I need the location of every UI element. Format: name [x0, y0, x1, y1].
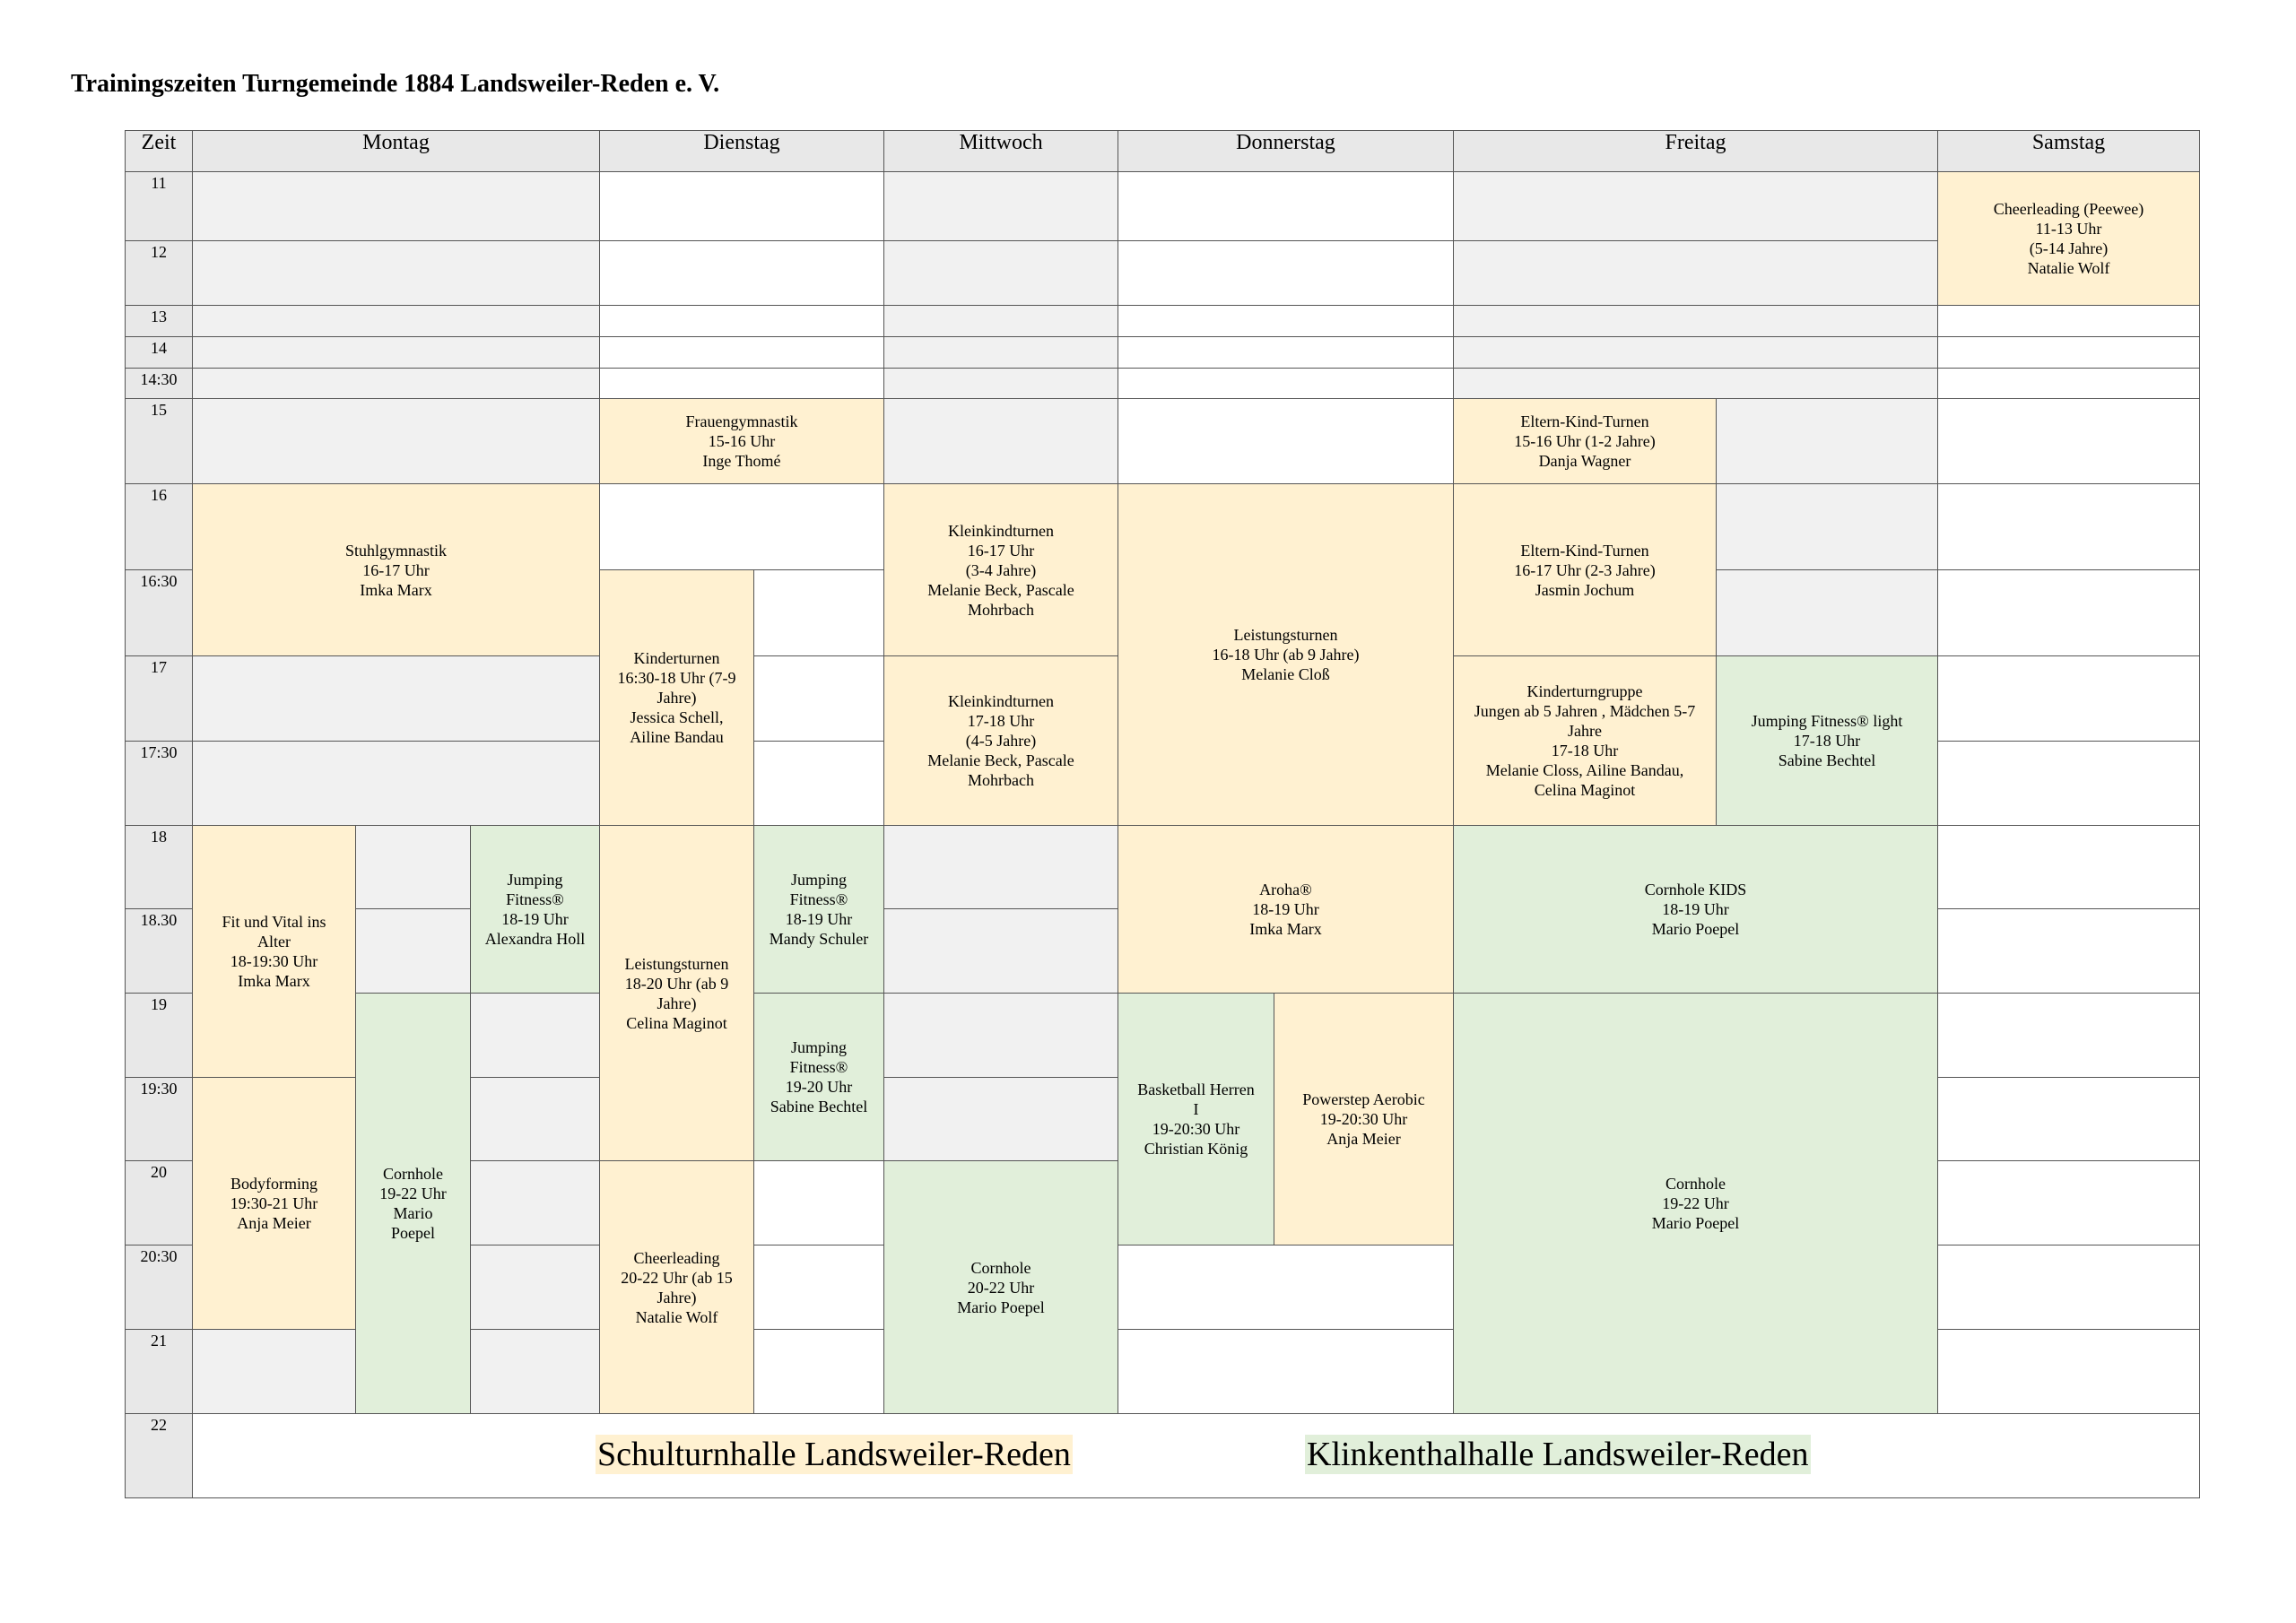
header-dienstag: Dienstag: [599, 130, 884, 172]
header-zeit: Zeit: [125, 130, 193, 172]
session-aroha: Aroha® 18-19 Uhr Imka Marx: [1118, 825, 1454, 994]
time-label: 13: [125, 305, 193, 337]
session-leistungsturnen-donnerstag: Leistungsturnen 16-18 Uhr (ab 9 Jahre) Melanie Cloß: [1118, 483, 1454, 826]
empty-slot: [1937, 398, 2200, 484]
empty-slot: [753, 1160, 884, 1245]
session-eltern-kind-turnen-1: Eltern-Kind-Turnen 15-16 Uhr (1-2 Jahre) Danja Wagner: [1453, 398, 1717, 484]
empty-slot: [1937, 368, 2200, 399]
session-kinderturngruppe: Kinderturngruppe Jungen ab 5 Jahren , Mädchen 5-7 Jahre 17-18 Uhr Melanie Closs, Ailine Bandau, Celina Maginot: [1453, 655, 1717, 826]
page-title: Trainingszeiten Turngemeinde 1884 Landsweiler-Reden e. V.: [71, 70, 720, 98]
header-mittwoch: Mittwoch: [883, 130, 1118, 172]
session-frauengymnastik: Frauengymnastik 15-16 Uhr Inge Thomé: [599, 398, 884, 484]
empty-slot: [883, 368, 1118, 399]
time-label: 16:30: [125, 569, 193, 656]
empty-slot: [1453, 305, 1938, 337]
empty-slot: [192, 398, 600, 484]
empty-slot: [1937, 483, 2200, 570]
header-montag: Montag: [192, 130, 600, 172]
empty-slot: [883, 993, 1118, 1078]
empty-slot: [470, 1160, 600, 1245]
empty-slot: [599, 240, 884, 306]
time-label: 15: [125, 398, 193, 484]
session-eltern-kind-turnen-2: Eltern-Kind-Turnen 16-17 Uhr (2-3 Jahre) Jasmin Jochum: [1453, 483, 1717, 656]
empty-slot: [753, 569, 884, 656]
empty-slot: [1716, 569, 1938, 656]
empty-slot: [355, 908, 471, 994]
empty-slot: [883, 825, 1118, 909]
time-label: 19: [125, 993, 193, 1078]
header-donnerstag: Donnerstag: [1118, 130, 1454, 172]
empty-slot: [753, 1329, 884, 1414]
time-label: 21: [125, 1329, 193, 1414]
session-jumping-fitness-dienstag-2: Jumping Fitness® 19-20 Uhr Sabine Bechtel: [753, 993, 884, 1161]
empty-slot: [1937, 1077, 2200, 1161]
empty-slot: [192, 305, 600, 337]
time-label: 17: [125, 655, 193, 742]
empty-slot: [883, 908, 1118, 994]
time-label: 20:30: [125, 1245, 193, 1330]
empty-slot: [1937, 825, 2200, 909]
empty-slot: [1118, 368, 1454, 399]
empty-slot: [1453, 368, 1938, 399]
empty-slot: [192, 240, 600, 306]
session-kleinkindturnen-2: Kleinkindturnen 17-18 Uhr (4-5 Jahre) Melanie Beck, Pascale Mohrbach: [883, 655, 1118, 826]
empty-slot: [1453, 336, 1938, 369]
session-cheerleading-dienstag: Cheerleading 20-22 Uhr (ab 15 Jahre) Natalie Wolf: [599, 1160, 754, 1414]
time-label: 20: [125, 1160, 193, 1245]
empty-slot: [192, 1329, 356, 1414]
time-label: 14:30: [125, 368, 193, 399]
empty-slot: [1937, 655, 2200, 742]
session-leistungsturnen-dienstag: Leistungsturnen 18-20 Uhr (ab 9 Jahre) Celina Maginot: [599, 825, 754, 1161]
empty-slot: [753, 741, 884, 826]
session-cornhole-kids: Cornhole KIDS 18-19 Uhr Mario Poepel: [1453, 825, 1938, 994]
session-basketball-herren: Basketball Herren I 19-20:30 Uhr Christian König: [1118, 993, 1274, 1245]
empty-slot: [1937, 1329, 2200, 1414]
time-label: 19:30: [125, 1077, 193, 1161]
empty-slot: [470, 1077, 600, 1161]
empty-slot: [192, 336, 600, 369]
time-label: 22: [125, 1413, 193, 1498]
session-stuhlgymnastik: Stuhlgymnastik 16-17 Uhr Imka Marx: [192, 483, 600, 656]
empty-slot: [1716, 483, 1938, 570]
session-kinderturnen: Kinderturnen 16:30-18 Uhr (7-9 Jahre) Jessica Schell, Ailine Bandau: [599, 569, 754, 826]
empty-slot: [192, 368, 600, 399]
session-cheerleading-peewee: Cheerleading (Peewee) 11-13 Uhr (5-14 Jahre) Natalie Wolf: [1937, 171, 2200, 306]
empty-slot: [1937, 1160, 2200, 1245]
legend-row: [192, 1413, 2200, 1498]
empty-slot: [883, 336, 1118, 369]
empty-slot: [470, 993, 600, 1078]
time-label: 18: [125, 825, 193, 909]
empty-slot: [599, 171, 884, 241]
session-cornhole-freitag: Cornhole 19-22 Uhr Mario Poepel: [1453, 993, 1938, 1414]
empty-slot: [1118, 305, 1454, 337]
header-freitag: Freitag: [1453, 130, 1938, 172]
time-label: 18.30: [125, 908, 193, 994]
empty-slot: [883, 171, 1118, 241]
empty-slot: [192, 171, 600, 241]
empty-slot: [599, 305, 884, 337]
empty-slot: [1937, 908, 2200, 994]
empty-slot: [192, 741, 600, 826]
empty-slot: [599, 336, 884, 369]
session-jumping-fitness-montag: Jumping Fitness® 18-19 Uhr Alexandra Holl: [470, 825, 600, 994]
session-bodyforming: Bodyforming 19:30-21 Uhr Anja Meier: [192, 1077, 356, 1330]
empty-slot: [1118, 171, 1454, 241]
empty-slot: [883, 240, 1118, 306]
empty-slot: [1118, 240, 1454, 306]
empty-slot: [599, 368, 884, 399]
time-label: 12: [125, 240, 193, 306]
time-label: 17:30: [125, 741, 193, 826]
empty-slot: [883, 305, 1118, 337]
legend-schulturnhalle: Schulturnhalle Landsweiler-Reden: [597, 1436, 1071, 1473]
empty-slot: [1118, 398, 1454, 484]
empty-slot: [1118, 336, 1454, 369]
empty-slot: [1118, 1329, 1454, 1414]
session-powerstep-aerobic: Powerstep Aerobic 19-20:30 Uhr Anja Meier: [1274, 993, 1454, 1245]
empty-slot: [1453, 171, 1938, 241]
time-label: 11: [125, 171, 193, 241]
empty-slot: [599, 483, 884, 570]
empty-slot: [355, 825, 471, 909]
empty-slot: [753, 1245, 884, 1330]
time-label: 14: [125, 336, 193, 369]
empty-slot: [1118, 1245, 1454, 1330]
session-kleinkindturnen-1: Kleinkindturnen 16-17 Uhr (3-4 Jahre) Melanie Beck, Pascale Mohrbach: [883, 483, 1118, 656]
empty-slot: [1937, 993, 2200, 1078]
empty-slot: [883, 398, 1118, 484]
empty-slot: [192, 655, 600, 742]
header-samstag: Samstag: [1937, 130, 2200, 172]
empty-slot: [470, 1245, 600, 1330]
legend-klinkenthalhalle: Klinkenthalhalle Landsweiler-Reden: [1307, 1436, 1809, 1473]
empty-slot: [470, 1329, 600, 1414]
session-fit-und-vital: Fit und Vital ins Alter 18-19:30 Uhr Imka Marx: [192, 825, 356, 1078]
empty-slot: [1937, 569, 2200, 656]
empty-slot: [1937, 305, 2200, 337]
empty-slot: [1716, 398, 1938, 484]
empty-slot: [1937, 1245, 2200, 1330]
time-label: 16: [125, 483, 193, 570]
empty-slot: [753, 655, 884, 742]
empty-slot: [1937, 336, 2200, 369]
session-cornhole-mittwoch: Cornhole 20-22 Uhr Mario Poepel: [883, 1160, 1118, 1414]
session-jumping-fitness-light: Jumping Fitness® light 17-18 Uhr Sabine Bechtel: [1716, 655, 1938, 826]
session-cornhole-montag: Cornhole 19-22 Uhr Mario Poepel: [355, 993, 471, 1414]
empty-slot: [1937, 741, 2200, 826]
session-jumping-fitness-dienstag-1: Jumping Fitness® 18-19 Uhr Mandy Schuler: [753, 825, 884, 994]
empty-slot: [1453, 240, 1938, 306]
empty-slot: [883, 1077, 1118, 1161]
